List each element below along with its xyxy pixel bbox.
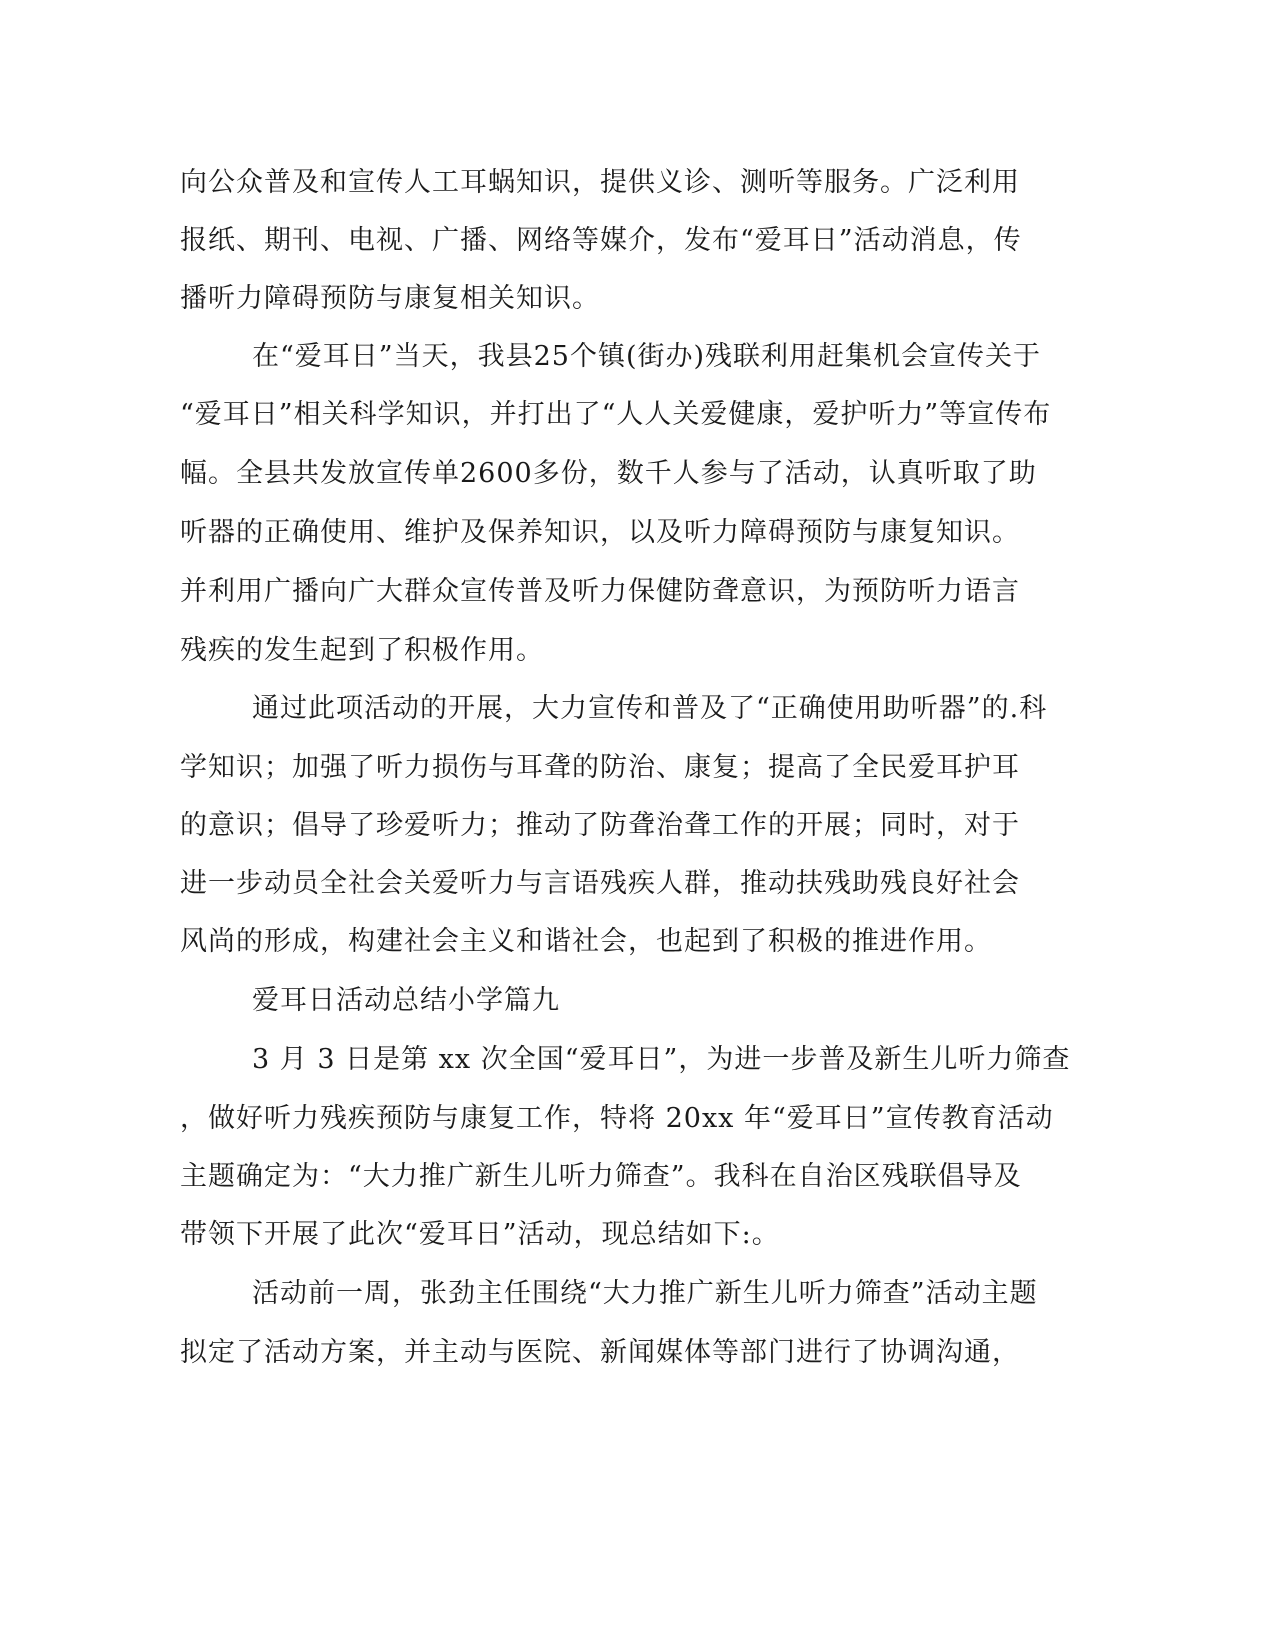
paragraph-line: ，做好听力残疾预防与康复工作，特将 20xx 年“爱耳日”宣传教育活动 [180, 1103, 1054, 1134]
section-heading: 爱耳日活动总结小学篇九 [252, 985, 560, 1016]
paragraph-line: “爱耳日”相关科学知识，并打出了“人人关爱健康，爱护听力”等宣传布 [180, 399, 1052, 430]
paragraph-line: 向公众普及和宣传人工耳蜗知识，提供义诊、测听等服务。广泛利用 [180, 167, 1020, 198]
paragraph-line: 幅。全县共发放宣传单2600多份，数千人参与了活动，认真听取了助 [180, 458, 1037, 489]
paragraph-line: 在“爱耳日”当天，我县25个镇(街办)残联利用赶集机会宣传关于 [252, 341, 1042, 372]
paragraph-line: 风尚的形成，构建社会主义和谐社会，也起到了积极的推进作用。 [180, 926, 992, 957]
paragraph-line: 的意识；倡导了珍爱听力；推动了防聋治聋工作的开展；同时，对于 [180, 810, 1020, 841]
paragraph-line: 主题确定为：“大力推广新生儿听力筛查”。我科在自治区残联倡导及 [180, 1161, 1022, 1192]
paragraph-line: 3 月 3 日是第 xx 次全国“爱耳日”，为进一步普及新生儿听力筛查 [252, 1044, 1071, 1075]
paragraph-line: 拟定了活动方案，并主动与医院、新闻媒体等部门进行了协调沟通， [180, 1337, 1020, 1368]
paragraph-line: 进一步动员全社会关爱听力与言语残疾人群，推动扶残助残良好社会 [180, 868, 1020, 899]
paragraph-line: 带领下开展了此次“爱耳日”活动，现总结如下:。 [180, 1219, 780, 1250]
paragraph-line: 残疾的发生起到了积极作用。 [180, 635, 544, 666]
paragraph-line: 活动前一周，张劲主任围绕“大力推广新生儿听力筛查”活动主题 [252, 1278, 1038, 1309]
paragraph-line: 播听力障碍预防与康复相关知识。 [180, 283, 600, 314]
paragraph-line: 听器的正确使用、维护及保养知识，以及听力障碍预防与康复知识。 [180, 517, 1020, 548]
paragraph-line: 并利用广播向广大群众宣传普及听力保健防聋意识，为预防听力语言 [180, 576, 1020, 607]
paragraph-line: 报纸、期刊、电视、广播、网络等媒介，发布“爱耳日”活动消息，传 [180, 225, 1022, 256]
paragraph-line: 通过此项活动的开展，大力宣传和普及了“正确使用助听器”的.科 [252, 693, 1048, 724]
paragraph-line: 学知识；加强了听力损伤与耳聋的防治、康复；提高了全民爱耳护耳 [180, 752, 1020, 783]
